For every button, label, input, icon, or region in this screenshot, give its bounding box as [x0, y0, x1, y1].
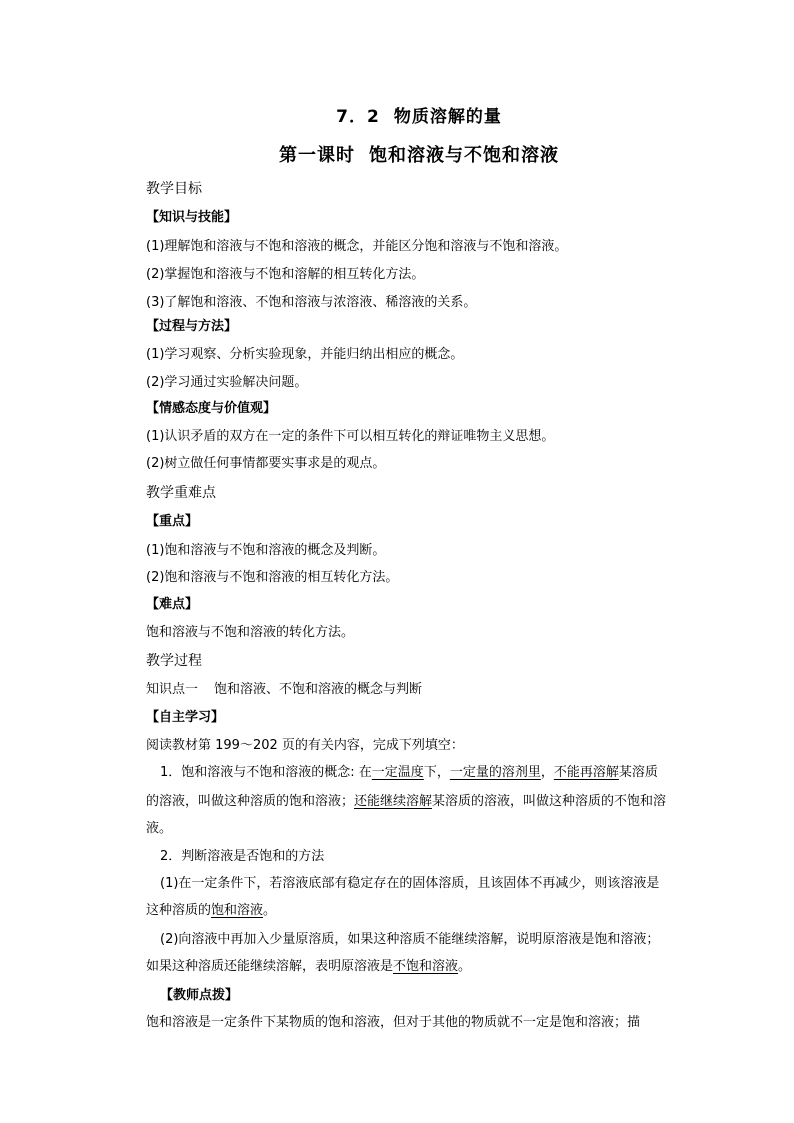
section-process: 教学过程 [146, 653, 202, 669]
subtitle-label: 第一课时 [279, 145, 355, 166]
keypoint-line: (1)饱和溶液与不饱和溶液的概念及判断。 [146, 543, 386, 558]
goal-line: (1)理解饱和溶液与不饱和溶液的概念，并能区分饱和溶液与不饱和溶液。 [146, 239, 568, 254]
fill-in-answer: 不能再溶解 [553, 765, 619, 780]
fill-in-answer: 一定量的溶剂里 [449, 765, 541, 780]
text-run: 某溶质的溶液，叫做这种溶质的不饱和溶 [432, 794, 667, 809]
fill-in-answer: 饱和溶液 [211, 903, 264, 918]
text-run: 1．饱和溶液与不饱和溶液的概念: 在 [160, 765, 372, 780]
subhead-focus: 【重点】 [146, 514, 199, 529]
subhead-teacher-guide: 【教师点拨】 [160, 988, 239, 1003]
text-run: 如果这种溶质还能继续溶解，表明原溶液是 [146, 959, 394, 974]
paragraph-1-line-1 [160, 765, 700, 781]
title-number: 7．2 [336, 107, 380, 127]
text-run: 。 [458, 959, 472, 974]
goal-line: (2)掌握饱和溶液与不饱和溶解的相互转化方法。 [146, 267, 425, 282]
goal-line: (2)树立做任何事情都要实事求是的观点。 [146, 456, 386, 471]
subhead-process: 【过程与方法】 [146, 319, 238, 334]
paragraph-3-line-2 [146, 903, 686, 919]
title-text: 物质溶解的量 [393, 107, 502, 127]
text-run: 某溶质 [618, 765, 658, 780]
text-run: 下， [423, 765, 450, 780]
subhead-difficulty: 【难点】 [146, 597, 199, 612]
keypoint-line: (2)饱和溶液与不饱和溶液的相互转化方法。 [146, 570, 399, 585]
paragraph-1-line-2 [146, 794, 686, 810]
kp-text: 饱和溶液、不饱和溶液的概念与判断 [214, 682, 423, 697]
kp-label: 知识点一 [146, 682, 199, 697]
text-run: 这种溶质的 [146, 903, 212, 918]
subhead-self-study: 【自主学习】 [146, 710, 225, 725]
goal-line: (2)学习通过实验解决问题。 [146, 375, 308, 390]
teacher-guide-line: 饱和溶液是一定条件下某物质的饱和溶液，但对于其他的物质就不一定是饱和溶液；描 [146, 1015, 641, 1030]
subhead-attitude: 【情感态度与价值观】 [146, 401, 277, 416]
paragraph-1-line-3: 液。 [146, 821, 173, 836]
paragraph-4-line-2 [146, 959, 686, 975]
section-key-points: 教学重难点 [146, 485, 216, 501]
paragraph-4-line-1: (2)向溶液中再加入少量原溶质，如果这种溶质不能继续溶解，说明原溶液是饱和溶液； [160, 932, 660, 947]
reading-instruction: 阅读教材第 199～202 页的有关内容，完成下列填空： [146, 738, 464, 753]
subtitle-text: 饱和溶液与不饱和溶液 [369, 145, 559, 166]
difficulty-line: 饱和溶液与不饱和溶液的转化方法。 [146, 625, 355, 640]
knowledge-point-title [146, 682, 686, 698]
paragraph-2-title: 2．判断溶液是否饱和的方法 [160, 849, 325, 864]
section-teaching-goals: 教学目标 [146, 181, 202, 197]
goal-line: (1)学习观察、分析实验现象，并能归纳出相应的概念。 [146, 347, 464, 362]
text-run: ， [540, 765, 554, 780]
lesson-subtitle [22, 141, 794, 167]
fill-in-answer: 一定温度 [371, 765, 424, 780]
goal-line: (3)了解饱和溶液、不饱和溶液与浓溶液、稀溶液的关系。 [146, 295, 477, 310]
lesson-title [22, 102, 794, 127]
paragraph-3-line-1: (1)在一定条件下，若溶液底部有稳定存在的固体溶质，且该固体不再减少，则该溶液是 [160, 876, 660, 891]
text-run: 。 [263, 903, 277, 918]
text-run: 的溶液，叫做这种溶质的饱和溶液； [146, 794, 355, 809]
fill-in-answer: 还能继续溶解 [354, 794, 433, 809]
subhead-knowledge: 【知识与技能】 [146, 210, 238, 225]
goal-line: (1)认识矛盾的双方在一定的条件下可以相互转化的辩证唯物主义思想。 [146, 429, 555, 444]
fill-in-answer: 不饱和溶液 [393, 959, 459, 974]
